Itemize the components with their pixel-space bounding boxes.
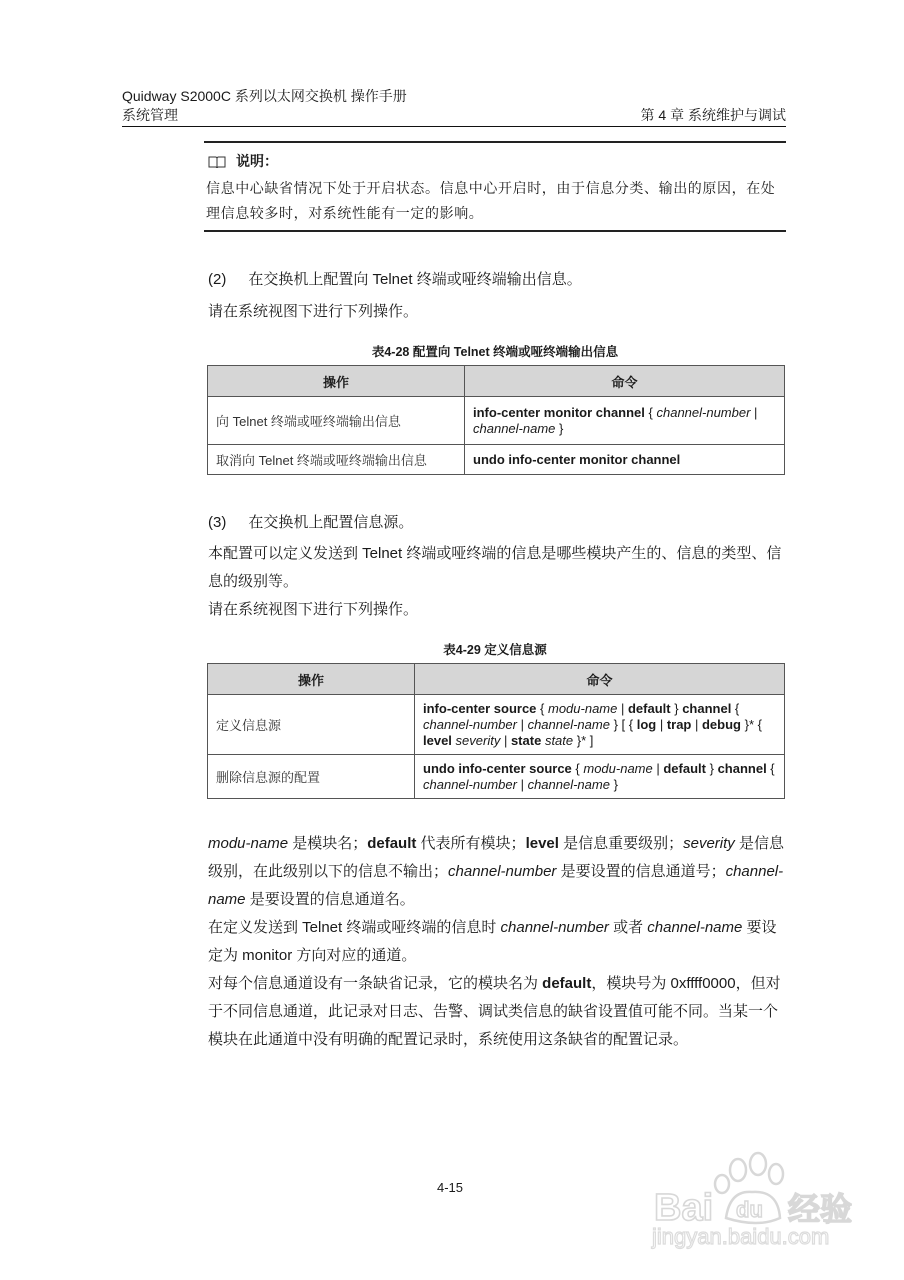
command-cell: [465, 397, 785, 445]
svg-text:Bai: Bai: [654, 1187, 714, 1229]
parameter-text: modu-name: [208, 835, 289, 852]
step-number: (2): [208, 271, 227, 288]
baidu-watermark: [640, 1140, 880, 1250]
parameter-text: channel-number: [423, 716, 517, 732]
step-number: (3): [208, 514, 227, 531]
step-2-instruction: 请在系统视图下进行下列操作。: [208, 303, 419, 320]
plain-text: 是信息重要级别；: [558, 835, 684, 852]
operation-cell: 向 Telnet 终端或哑终端输出信息: [208, 397, 465, 445]
plain-text: 是信息级别，在此级别以下的信息不输出；: [208, 835, 784, 880]
explanation-default-record: [208, 970, 786, 1054]
keyword-text: default: [367, 835, 417, 852]
manual-title: Quidway S2000C 系列以太网交换机 操作手册: [122, 88, 407, 104]
step-2-heading: [208, 266, 786, 294]
keyword-text: undo info-center source: [423, 760, 572, 776]
note-heading: [208, 151, 278, 171]
note-top-rule: [204, 141, 786, 143]
keyword-text: trap: [666, 716, 692, 732]
keyword-text: log: [636, 716, 657, 732]
table-row: [208, 445, 785, 475]
column-header-operation: 操作: [208, 366, 465, 397]
keyword-text: default: [627, 700, 671, 716]
page-number: 4-15: [437, 1180, 464, 1195]
step-title: 在交换机上配置向 Telnet 终端或哑终端输出信息。: [248, 271, 582, 288]
plain-text: 在定义发送到 Telnet 终端或哑终端的信息时: [208, 919, 501, 936]
command-cell: [415, 755, 785, 799]
parameter-text: channel-name: [527, 776, 610, 792]
parameter-text: channel-name: [527, 716, 610, 732]
plain-text: |: [656, 716, 667, 732]
parameter-text: channel-number: [500, 919, 609, 936]
keyword-text: channel: [717, 760, 767, 776]
step-3-instruction: 请在系统视图下进行下列操作。: [208, 601, 419, 618]
step-3-description: 本配置可以定义发送到 Telnet 终端或哑终端的信息是哪些模块产生的、信息的类型、信息的级别等。: [208, 545, 782, 590]
parameter-text: severity: [683, 835, 735, 852]
plain-text: {: [536, 700, 548, 716]
parameter-text: channel-number: [423, 776, 517, 792]
operation-cell: 定义信息源: [208, 695, 415, 755]
parameter-text: state: [544, 732, 574, 748]
plain-text: ，模块号为 0xffff0000，但对于不同信息通道，此记录对日志、告警、调试类信息的缺省设置值可能不同。当某一个模块在此通道中没有明确的配置记录时，系统使用这条缺省的配置记录。: [208, 975, 781, 1048]
plain-text: }: [670, 700, 683, 716]
plain-text: } [ {: [609, 716, 637, 732]
parameter-text: severity: [455, 732, 501, 748]
plain-text: 或者: [608, 919, 648, 936]
plain-text: |: [617, 700, 628, 716]
keyword-text: default: [542, 975, 592, 992]
chapter-title: 第 4 章 系统维护与调试: [640, 107, 786, 123]
table-4-28-caption: 表4-28 配置向 Telnet 终端或哑终端输出信息: [371, 345, 619, 359]
note-text: 信息中心缺省情况下处于开启状态。信息中心开启时，由于信息分类、输出的原因，在处理信息较多时，对系统性能有一定的影响。: [206, 181, 776, 222]
book-icon: [208, 155, 226, 167]
table-4-28: [207, 365, 785, 475]
table-4-29-caption: 表4-29 定义信息源: [443, 643, 547, 657]
parameter-text: channel-number: [448, 863, 557, 880]
plain-text: |: [500, 732, 511, 748]
plain-text: }* {: [740, 716, 762, 732]
keyword-text: undo info-center monitor channel: [473, 451, 681, 467]
command-cell: [465, 445, 785, 475]
keyword-text: state: [510, 732, 542, 748]
keyword-text: info-center source: [423, 700, 537, 716]
plain-text: 代表所有模块；: [416, 835, 526, 852]
note-bottom-rule: [204, 230, 786, 232]
table-row: [208, 695, 785, 755]
plain-text: |: [750, 404, 758, 420]
explanation-parameters: [208, 830, 786, 914]
keyword-text: channel: [682, 700, 732, 716]
plain-text: |: [652, 760, 664, 776]
table-row: [208, 397, 785, 445]
step-3-heading: [208, 509, 786, 537]
column-header-command: 命令: [465, 366, 785, 397]
plain-text: }: [555, 420, 564, 436]
parameter-text: channel-number: [656, 404, 751, 420]
table-4-29: [207, 663, 785, 799]
command-cell: [415, 695, 785, 755]
plain-text: }: [705, 760, 718, 776]
table-row: [208, 755, 785, 799]
note-box: [204, 141, 786, 222]
plain-text: {: [644, 404, 657, 420]
parameter-text: modu-name: [583, 760, 653, 776]
plain-text: 要设定为 monitor 方向对应的通道。: [208, 919, 777, 964]
header-rule: [122, 126, 786, 127]
column-header-operation: 操作: [208, 664, 415, 695]
plain-text: 是模块名；: [288, 835, 368, 852]
explanation-monitor-channel: [208, 914, 786, 970]
keyword-text: debug: [701, 716, 741, 732]
column-header-command: 命令: [415, 664, 785, 695]
svg-text:du: du: [736, 1197, 763, 1222]
svg-text:jingyan.baidu.com: jingyan.baidu.com: [652, 1224, 830, 1249]
plain-text: |: [516, 776, 528, 792]
section-name: 系统管理: [122, 107, 178, 123]
plain-text: 对每个信息通道设有一条缺省记录，它的模块名为: [208, 975, 543, 992]
plain-text: {: [731, 700, 740, 716]
parameter-text: channel-name: [473, 420, 556, 436]
keyword-text: level: [525, 835, 559, 852]
keyword-text: default: [663, 760, 706, 776]
plain-text: 是要设置的信息通道号；: [556, 863, 726, 880]
plain-text: {: [766, 760, 775, 776]
note-label: 说明：: [236, 153, 278, 169]
plain-text: }* ]: [573, 732, 594, 748]
keyword-text: info-center monitor channel: [473, 404, 645, 420]
plain-text: {: [571, 760, 584, 776]
step-title: 在交换机上配置信息源。: [248, 514, 414, 531]
plain-text: |: [691, 716, 702, 732]
svg-text:经验: 经验: [788, 1190, 853, 1228]
plain-text: 是要设置的信息通道名。: [245, 891, 415, 908]
keyword-text: level: [423, 732, 452, 748]
operation-cell: 取消向 Telnet 终端或哑终端输出信息: [208, 445, 465, 475]
plain-text: |: [516, 716, 528, 732]
parameter-text: channel-name: [208, 863, 784, 908]
operation-cell: 删除信息源的配置: [208, 755, 415, 799]
parameter-text: channel-name: [647, 919, 743, 936]
plain-text: }: [609, 776, 618, 792]
baidu-paw-logo-icon: [640, 1140, 880, 1250]
parameter-text: modu-name: [548, 700, 618, 716]
